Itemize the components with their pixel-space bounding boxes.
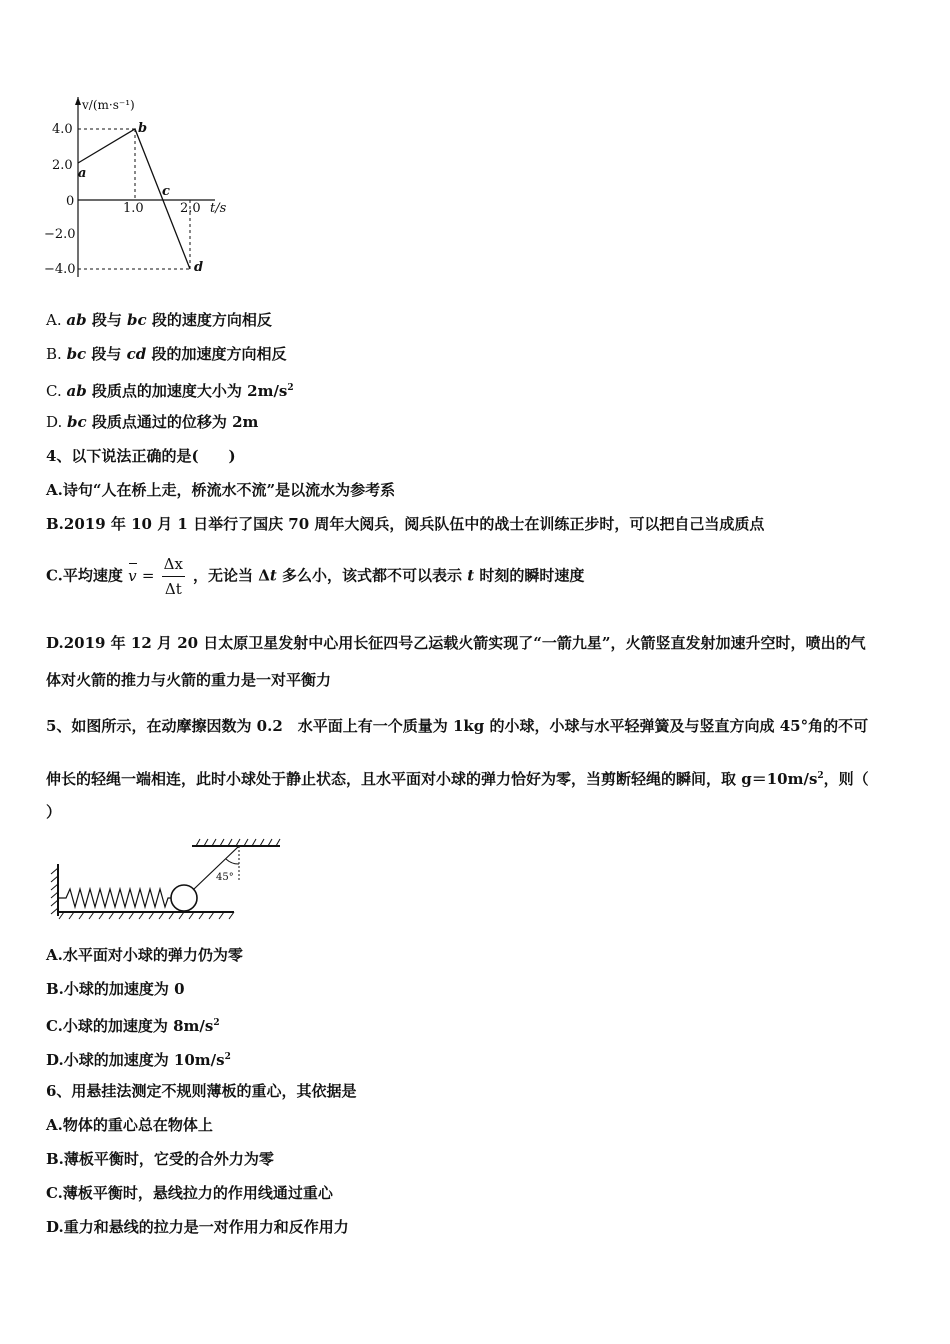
q5-option-b: B.小球的加速度为 0 <box>46 980 185 998</box>
q5-option-c <box>46 1013 220 1036</box>
q6-stem: 6、用悬挂法测定不规则薄板的重心，其依据是 <box>46 1082 357 1100</box>
option-text: 段的速度方向相反 <box>146 311 272 329</box>
option-text: 多么小，该式都不可以表示 <box>276 566 468 585</box>
y-tick: −2.0 <box>44 227 76 242</box>
q5-stem-line3: ） <box>46 803 62 821</box>
option-text: 时刻的瞬时速度 <box>474 566 585 585</box>
stem-text: ，则（ <box>823 770 869 788</box>
option-text: 段与 <box>86 311 128 329</box>
spring <box>58 889 172 907</box>
q6-option-c: C.薄板平衡时，悬线拉力的作用线通过重心 <box>46 1184 333 1202</box>
point-label-c: c <box>162 184 170 199</box>
ball <box>171 885 197 911</box>
ceiling-hatch <box>196 839 280 846</box>
option-prefix: C. <box>46 382 67 400</box>
variable-t: t <box>467 566 475 585</box>
option-text: 段与 <box>86 345 127 363</box>
y-tick: 4.0 <box>52 122 73 137</box>
q6-option-b: B.薄板平衡时，它受的合外力为零 <box>46 1150 274 1168</box>
x-tick: 1.0 <box>123 201 144 216</box>
q4-option-a: A.诗句“人在桥上走，桥流水不流”是以流水为参考系 <box>46 481 396 499</box>
fraction <box>162 552 185 601</box>
q4-option-c <box>46 552 584 601</box>
option-text: C.小球的加速度为 8m/s <box>46 1017 214 1035</box>
segment-name: bc <box>67 413 87 431</box>
option-prefix: A. <box>46 311 67 329</box>
fraction-numerator: Δx <box>162 552 185 577</box>
option-text: 段质点的加速度大小为 2m/s <box>86 382 288 400</box>
spring-ball-diagram <box>44 836 289 926</box>
fraction-denominator: Δt <box>164 580 182 598</box>
vt-line <box>78 129 190 269</box>
q5-option-d <box>46 1047 231 1070</box>
segment-name: bc <box>127 311 147 329</box>
y-axis-arrow <box>75 97 81 105</box>
average-velocity-symbol: v <box>128 564 136 588</box>
option-text: ，无论当 Δ <box>192 566 270 585</box>
option-prefix: D. <box>46 413 68 431</box>
q5-option-a: A.水平面对小球的弹力仍为零 <box>46 946 243 964</box>
point-label-a: a <box>78 166 87 181</box>
equals-sign: = <box>141 566 155 585</box>
y-tick: 0 <box>66 194 75 209</box>
y-tick: −4.0 <box>44 262 76 277</box>
q6-option-a: A.物体的重心总在物体上 <box>46 1116 213 1134</box>
q5-stem-line2 <box>46 766 869 789</box>
wall-hatch <box>51 868 58 914</box>
y-tick: 2.0 <box>52 158 73 173</box>
q6-option-d: D.重力和悬线的拉力是一对作用力和反作用力 <box>46 1218 349 1236</box>
q3-option-a <box>46 310 272 330</box>
superscript: 2 <box>213 1018 220 1028</box>
option-text: 段的加速度方向相反 <box>146 345 287 363</box>
superscript: 2 <box>287 383 294 393</box>
x-tick: 2.0 <box>180 201 201 216</box>
point-label-d: d <box>194 260 204 275</box>
variable-t: t <box>269 566 277 585</box>
segment-name: cd <box>126 345 147 363</box>
angle-arc <box>226 859 239 864</box>
vt-graph <box>40 95 250 285</box>
angle-label: 45° <box>216 872 234 883</box>
option-prefix: B. <box>46 345 67 363</box>
q3-option-c <box>46 378 294 401</box>
segment-name: ab <box>66 311 87 329</box>
superscript: 2 <box>817 771 824 781</box>
floor-hatch <box>59 912 234 919</box>
option-text: C.平均速度 <box>46 566 123 585</box>
q3-option-d <box>46 412 258 432</box>
q4-option-b: B.2019 年 10 月 1 日举行了国庆 70 周年大阅兵，阅兵队伍中的战士在训练正步时，可以把自己当成质点 <box>46 515 765 533</box>
superscript: 2 <box>224 1052 231 1062</box>
segment-name: ab <box>66 382 87 400</box>
q4-option-d-line1: D.2019 年 12 月 20 日太原卫星发射中心用长征四号乙运载火箭实现了“一箭九星”，火箭竖直发射加速升空时，喷出的气 <box>46 634 866 652</box>
q4-stem: 4、以下说法正确的是( ) <box>46 447 236 465</box>
q4-option-d-line2: 体对火箭的推力与火箭的重力是一对平衡力 <box>46 671 332 689</box>
point-label-b: b <box>138 121 148 136</box>
stem-text: 伸长的轻绳一端相连，此时小球处于静止状态，且水平面对小球的弹力恰好为零，当剪断轻绳的瞬间，取 g＝10m/s <box>46 770 818 788</box>
q3-option-b <box>46 344 287 364</box>
option-text: D.小球的加速度为 10m/s <box>46 1051 225 1069</box>
option-text: 段质点通过的位移为 2m <box>86 413 259 431</box>
y-axis-label: v/(m·s⁻¹) <box>82 98 135 112</box>
x-axis-label: t/s <box>210 201 227 216</box>
q5-stem-line1: 5、如图所示，在动摩擦因数为 0.2 水平面上有一个质量为 1kg 的小球，小球与水平轻弹簧及与竖直方向成 45°角的不可 <box>46 717 869 735</box>
segment-name: bc <box>66 345 87 363</box>
